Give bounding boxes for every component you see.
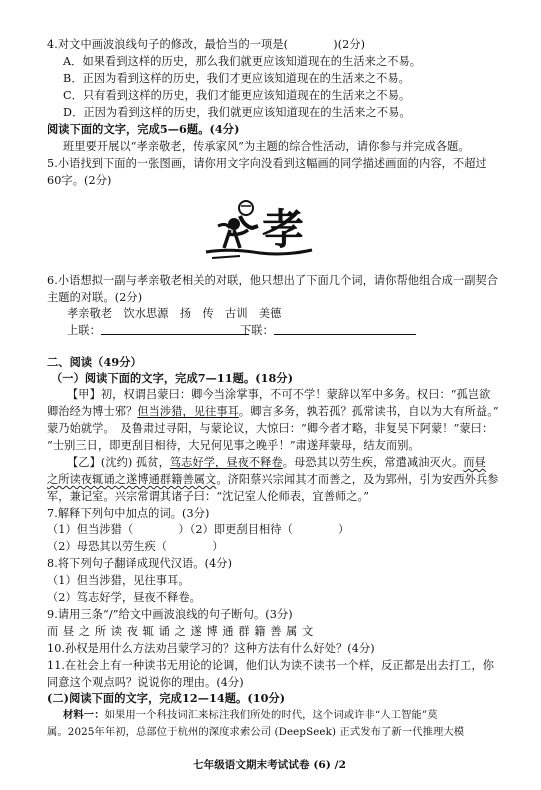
yi-underlined-sentence: 笃志好学，昼夜不释卷 (169, 456, 283, 469)
illustration-character: 孝 (262, 205, 305, 254)
section-2-title: 二、阅读（49分） (47, 355, 142, 369)
yi-wavy-sentence: 之所读夜辄诵之遂博通群籍善属文 (47, 473, 217, 486)
q10-stem: 10.孙权是用什么方法劝吕蒙学习的？这种方法有什么好处？(4分) (47, 642, 375, 655)
filial-piety-illustration (200, 192, 320, 262)
page-footer: 七年级语文期末考试试卷 (6) /2 (193, 759, 346, 771)
q4-stem: 4.对文中画波浪线句子的修改，最恰当的一项是( )(2分) (47, 38, 366, 51)
q9-sentence: 而 昼 之 所 读 夜 辄 诵 之 遂 博 通 群 籍 善 属 文 (47, 625, 314, 638)
q5-line-1: 5.小语找到下面的一张图画，请你用文字向没看到这幅画的同学描述画面的内容，不超过 (47, 157, 487, 170)
yi-line-2 (47, 472, 499, 487)
q8-stem: 8.将下列句子翻译成现代汉语。(4分) (47, 557, 233, 570)
q8-item-2: （2）笃志好学，昼夜不释卷。 (47, 591, 201, 604)
q4-option-d: D．正因为看到这样的历史，我们就更应该知道现在的生活来之不易。 (63, 106, 411, 119)
lower-couplet-blank[interactable] (274, 323, 416, 335)
q11-line-1: 11.在社会上有一种读书无用论的论调，他们认为读不读书一个样，反正都是出去打工，你 (47, 659, 495, 672)
q4-option-c: C．只有看到这样的历史，我们才能更应该知道现在的生活来之不易。 (63, 89, 411, 102)
lower-couplet-row (240, 323, 416, 338)
upper-couplet-label: 上联： (67, 324, 101, 337)
jia-line-1: 【甲】初，权谓吕蒙曰：卿今当涂掌事，不可不学！蒙辞以军中多务。权曰：“孤岂欲 (67, 388, 491, 401)
yi-line-1 (67, 455, 486, 470)
q4-option-a: A．如果看到这样的历史，那么我们就更应该知道现在的生活来之不易。 (63, 55, 422, 68)
jia-line-2 (47, 404, 499, 419)
couplet-words: 孝亲敬老 饮水思源 扬 传 古训 美德 (67, 307, 282, 320)
jia-line-2-part-a: 卿治经为博士邪？ (47, 405, 138, 418)
q7-items-2: （2）母恐其以劳生疾（ ） (47, 540, 224, 553)
jia-line-4: “士别三日，即更刮目相待，大兄何见事之晚乎！”肃遂拜蒙母，结友而别。 (47, 439, 420, 452)
q7-items-1: （1）但当涉猎（ ）（2）即更刮目相待（ ） (47, 523, 350, 536)
jia-line-2-part-c: 。卿言多务，孰若孤？孤常读书，自以为大有所益。” (238, 405, 499, 418)
jia-underlined-sentence: 但当涉猎，见往事耳 (137, 405, 239, 418)
jia-line-3: 蒙乃始就学。 及鲁肃过寻阳，与蒙论议，大惊曰：“卿今者才略，非复吴下阿蒙！”蒙曰： (47, 422, 494, 435)
upper-couplet-row (67, 323, 249, 338)
read-5-6-heading: 阅读下面的文字，完成5—6题。(4分) (47, 122, 240, 136)
upper-couplet-blank[interactable] (101, 323, 249, 335)
q4-option-b: B．正因为看到这样的历史，我们才更应该知道现在的生活来之不易。 (63, 72, 410, 85)
activity-intro: 班里要开展以“孝亲敬老，传承家风”为主题的综合性活动，请你参与并完成各题。 (63, 140, 470, 153)
yi-line-2-part-b: 。济阳蔡兴宗闻其才而善之，及为郢州，引为安西外兵参 (216, 473, 499, 486)
part-1-heading: （一）阅读下面的文字，完成7—11题。(18分) (51, 371, 294, 385)
q8-item-1: （1）但当涉猎，见往事耳。 (47, 574, 190, 587)
material-1-label: 材料一： (63, 709, 105, 721)
q5-line-2: 60字。(2分) (47, 174, 112, 187)
part-2-heading: (二)阅读下面的文字，完成12—14题。(10分) (47, 691, 286, 705)
q6-line-2: 主题的对联。(2分) (47, 291, 143, 304)
lower-couplet-label: 下联： (240, 324, 274, 337)
q9-stem: 9.请用三条“/”给文中画波浪线的句子断句。(3分) (47, 608, 293, 621)
yi-line-1-part-c: 。母恐其以劳生疾，常遣减油灭火。 (282, 456, 464, 469)
q11-line-2: 同意这个观点吗？说说你的理由。(4分) (47, 676, 244, 689)
material-1-text: 如果用一个科技词汇来标注我们所处的时代，这个词或许非“人工智能”莫 (104, 709, 438, 721)
material-1-line-2: 属。2025年年初，总部位于杭州的深度求索公司 (DeepSeek) 正式发布了新一代推理大模 (47, 726, 465, 738)
q7-stem: 7.解释下列句中加点的词。(3分) (47, 507, 210, 520)
material-1-line-1 (63, 708, 438, 723)
q6-line-1: 6.小语想拟一副与孝亲敬老相关的对联，他只想出了下面几个词，请你帮他组合成一副契合 (47, 274, 499, 287)
yi-line-3: 军，兼记室。兴宗常谓其诸子曰：“沈记室人伦师表，宜善师之。” (47, 490, 370, 503)
yi-wavy-sentence-start: 而昼 (463, 456, 486, 469)
yi-line-1-part-a: 【乙】(沈约) 孤贫， (67, 456, 170, 469)
